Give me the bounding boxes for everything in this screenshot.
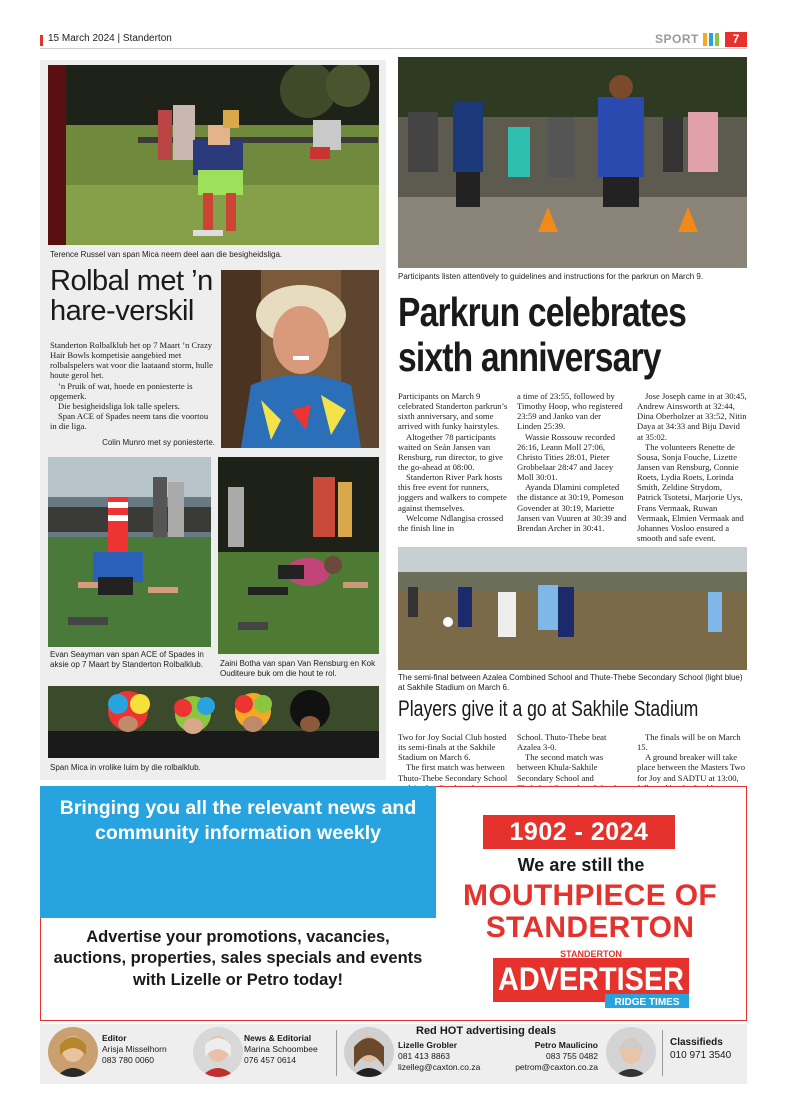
contact-classifieds <box>670 1036 731 1062</box>
parkrun-c1-p4: Welcome Ndlangisa crossed the finish line in <box>398 512 504 533</box>
contact-lizelle <box>398 1040 480 1073</box>
lizelle-email[interactable]: lizelleg@caxton.co.za <box>398 1062 481 1073</box>
header-stripe-green <box>715 33 719 46</box>
header-town: Standerton <box>122 33 172 44</box>
avatar-lizelle <box>344 1027 394 1077</box>
caption-colin: Colin Munro met sy poniesterte. <box>102 438 215 447</box>
contact-petro <box>498 1040 598 1073</box>
photo-zaini-bowling <box>218 457 379 654</box>
news-phone: 076 457 0614 <box>244 1055 296 1066</box>
players-c2-p2: The second match was between Khula-Sakhile Secondary School and <box>517 752 604 783</box>
parkrun-c1-p2: Altogether 78 participants waited on Seán Jansen van Rensburg, run director, to give the go-ahead at 08:00. <box>398 431 503 472</box>
rolbal-paragraph-2: ’n Pruik of wat, hoede en poniesterte is opgemerk. <box>50 380 193 401</box>
parkrun-c3-p1: Jose Joseph came in at 30:45, Andrew Ainsworth at 32:44, Dina Oberholzer at 33:52, Nitin Daya at 34:33 and Biju David at 35:02. <box>637 391 747 442</box>
headline-parkrun-line-2: sixth anniversary <box>398 334 661 381</box>
photo-terence-bowling <box>48 65 379 245</box>
advert-still: We are still the <box>517 855 645 875</box>
rolbal-paragraph-4: Span ACE of Spades neem tans die voortou in die liga. <box>50 410 209 432</box>
advert-years: 1902 - 2024 <box>483 815 675 849</box>
rolbal-paragraph-1: Standerton Rolbalklub het op 7 Maart ’n Crazy Hair Bowls kompetisie aangebied met rolbalspelers wat voor die laataand storm, hulle houte gerol het. <box>50 340 213 381</box>
news-title: News & Editorial <box>244 1033 312 1043</box>
page-number: 7 <box>725 32 747 47</box>
players-column-1 <box>398 732 508 793</box>
editor-name: Arisja Misselhorn <box>102 1044 167 1055</box>
contacts-divider-1 <box>336 1030 337 1076</box>
parkrun-c3-p2: The volunteers Renette de Sousa, Sonja Fouche, Lizette Jansen van Rensburg, Connie Roets, Lydia Roets, Lorinda Smith, Zeldine Strydom, Patrick Tsotetsi, Marjorie Uys, Frans Vermaak, Ruwan Vermaak, Elmien Vermaak and Johannes Vosloo ensured a smooth and safe event. <box>637 441 744 543</box>
avatar-editor <box>48 1027 98 1077</box>
header-accent-bar <box>40 35 43 46</box>
editor-phone: 083 780 0060 <box>102 1055 154 1066</box>
players-c1-p1: Two for Joy Social Club hosted its semi-finals at the Sakhile Stadium on March 6. <box>398 732 507 763</box>
players-c3-p1: The finals will be on March 15. <box>637 732 741 753</box>
red-hot-deals-title: Red HOT advertising deals <box>416 1025 556 1037</box>
logo-sub-text: RIDGE TIMES <box>614 997 680 1008</box>
parkrun-c2-p2: Wassie Rossouw recorded 26:16, Leann Moll 27:06, Christo Tities 28:01, Pieter Grobbelaar 28:47 and Jacey Moll 30:01. <box>517 431 615 483</box>
rolbal-body <box>50 340 216 431</box>
contact-news-editorial <box>244 1033 318 1066</box>
contacts-divider-2 <box>662 1030 663 1076</box>
lizelle-name: Lizelle Grobler <box>398 1040 458 1050</box>
parkrun-c1-p1: Participants on March 9 celebrated Standerton parkrun’s sixth anniversary, and some arrived with funky hairstyles. <box>398 391 508 432</box>
caption-parkrun: Participants listen attentively to guidelines and instructions for the parkrun on March 9. <box>398 272 704 281</box>
advert-mouthpiece-line-2: STANDERTON <box>485 910 695 944</box>
header-stripe-orange <box>703 33 707 46</box>
advert-mouthpiece-line-1: MOUTHPIECE OF <box>463 879 717 912</box>
avatar-news-editorial <box>193 1027 243 1077</box>
avatar-petro <box>606 1027 656 1077</box>
photo-parkrun-briefing <box>398 57 747 268</box>
parkrun-column-2 <box>517 391 627 533</box>
advert-mouthpiece <box>452 880 728 943</box>
players-c3-p2: A ground breaker will take place between the Masters Two for Joy and SADTU at 13:00, <box>637 752 746 783</box>
logo-main-text: ADVERTISER <box>498 961 684 997</box>
parkrun-column-1 <box>398 391 508 533</box>
header-stripe-blue <box>709 33 713 46</box>
photo-span-mica-group <box>48 686 379 758</box>
section-label: SPORT <box>655 32 699 46</box>
petro-phone: 083 755 0482 <box>546 1051 598 1062</box>
photo-evan-bowling <box>48 457 211 647</box>
editor-title: Editor <box>102 1033 127 1043</box>
contact-editor <box>102 1033 167 1066</box>
header-rule <box>40 48 747 49</box>
caption-terence: Terence Russel van span Mica neem deel aan die besigheidsliga. <box>50 250 283 259</box>
parkrun-column-3 <box>637 391 747 543</box>
photo-soccer-semifinal <box>398 547 747 670</box>
headline-players: Players give it a go at Sakhile Stadium <box>398 696 699 721</box>
advert-tagline: Bringing you all the relevant news and community information weekly <box>59 797 417 845</box>
standerton-advertiser-logo <box>493 950 689 1010</box>
advert-call-to-action: Advertise your promotions, vacancies, auctions, properties, sales specials and events with Lizelle or Petro today! <box>53 928 423 989</box>
caption-soccer: The semi-final between Azalea Combined School and Thute-Thebe Secondary School (light blue) at Sakhile Stadium on March 6. <box>398 673 743 692</box>
header-separator: | <box>117 33 121 44</box>
classifieds-title: Classifieds <box>670 1037 723 1048</box>
header-date: 15 March 2024 <box>48 33 115 44</box>
parkrun-c2-p3: Ayanda Dlamini completed the distance at 30:19, Pomeson Govender at 30:19, Mariette Jansen van Vuuren at 30:39 and Brendan Archer in 30:41. <box>517 482 627 533</box>
news-name: Marina Schoombee <box>244 1044 318 1055</box>
classifieds-phone: 010 971 3540 <box>670 1050 732 1061</box>
lizelle-phone: 081 413 8863 <box>398 1051 450 1062</box>
header-dateline <box>48 33 172 44</box>
caption-span-mica: Span Mica in vrolike luim by die rolbalklub. <box>50 763 201 772</box>
players-c1-p2: The first match was between Thuto-Thebe Secondary School <box>398 762 508 783</box>
rolbal-paragraph-3: Die besigheidsliga lok talle spelers. <box>58 400 180 411</box>
logo-top-text: STANDERTON <box>560 950 622 959</box>
caption-zaini: Zaini Botha van span Van Rensburg en Kok Ouditeure buk om die hout te rol. <box>220 659 376 678</box>
petro-email[interactable]: petrom@caxton.co.za <box>515 1062 598 1073</box>
petro-name: Petro Maulicino <box>534 1040 598 1050</box>
headline-parkrun-line-1: Parkrun celebrates <box>398 289 686 335</box>
headline-rolbal: Rolbal met ’n hare-verskil <box>50 265 213 328</box>
caption-evan: Evan Seayman van span ACE of Spades in aksie op 7 Maart by Standerton Rolbalklub. <box>50 650 204 669</box>
photo-colin-portrait <box>221 270 379 448</box>
players-c2-p1: School. Thuto-Thebe beat Azalea 3-0. <box>517 732 607 753</box>
parkrun-c2-p1: a time of 23:55, followed by Timothy Hoop, who registered 23:59 and Janko van der Linden 25:39. <box>517 391 623 432</box>
headline-parkrun <box>398 289 686 381</box>
parkrun-c1-p3: Standerton River Park hosts this free event for runners, joggers and walkers to compete against themselves. <box>398 472 507 513</box>
